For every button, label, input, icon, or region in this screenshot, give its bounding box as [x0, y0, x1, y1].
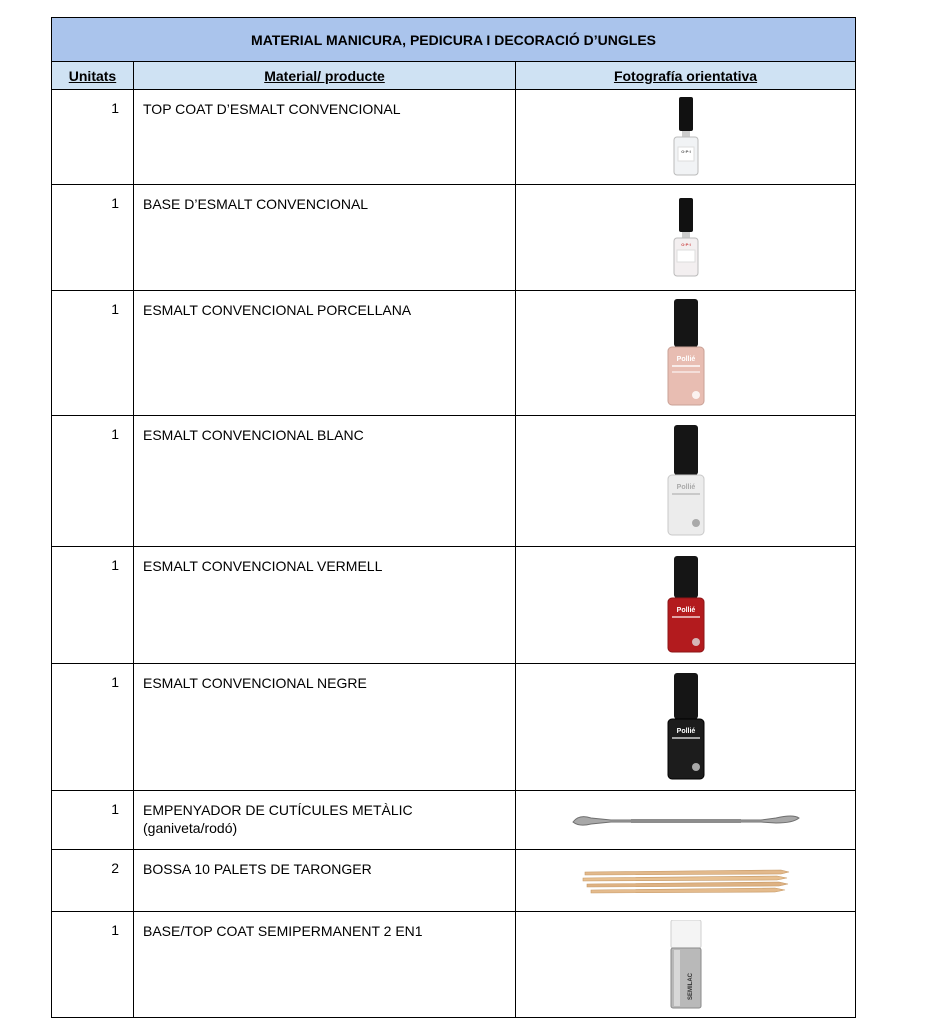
- black-polish-bottle-icon: [664, 673, 708, 781]
- material-cell: TOP COAT D’ESMALT CONVENCIONAL: [134, 90, 516, 185]
- material-line: EMPENYADOR DE CUTÍCULES METÀLIC: [143, 802, 413, 818]
- semilac-bottle-icon: [668, 920, 704, 1010]
- units-cell: 1: [52, 912, 134, 1018]
- material-cell: ESMALT CONVENCIONAL VERMELL: [134, 547, 516, 664]
- table-row: [52, 185, 856, 291]
- photo-cell: [516, 185, 856, 291]
- brand-label: Pollié: [676, 728, 695, 735]
- material-cell: ESMALT CONVENCIONAL NEGRE: [134, 664, 516, 791]
- photo-cell: [516, 791, 856, 850]
- material-cell: BOSSA 10 PALETS DE TARONGER: [134, 850, 516, 912]
- photo-cell: [516, 547, 856, 664]
- units-cell: 2: [52, 850, 134, 912]
- orange-sticks-icon: [581, 867, 791, 895]
- material-cell: ESMALT CONVENCIONAL PORCELLANA: [134, 291, 516, 416]
- units-cell: 1: [52, 185, 134, 291]
- cuticle-pusher-icon: [571, 810, 801, 830]
- brand-label: Pollié: [676, 356, 695, 363]
- table-row: [52, 90, 856, 185]
- table-row: [52, 791, 856, 850]
- brand-label: O·P·I: [680, 241, 691, 247]
- table-title: MATERIAL MANICURA, PEDICURA I DECORACIÓ D’UNGLES: [52, 18, 856, 62]
- brand-label: SEMILAC: [687, 972, 694, 1000]
- red-polish-bottle-icon: [664, 556, 708, 654]
- table-row: [52, 547, 856, 664]
- material-cell: BASE D’ESMALT CONVENCIONAL: [134, 185, 516, 291]
- photo-cell: [516, 416, 856, 547]
- units-cell: 1: [52, 291, 134, 416]
- units-cell: 1: [52, 416, 134, 547]
- clear-top-coat-bottle-icon: [671, 97, 701, 177]
- header-units: Unitats: [52, 62, 134, 90]
- porcelain-polish-bottle-icon: [664, 299, 708, 407]
- photo-cell: [516, 664, 856, 791]
- header-photo: Fotografía orientativa: [516, 62, 856, 90]
- photo-cell: [516, 850, 856, 912]
- material-cell: BASE/TOP COAT SEMIPERMANENT 2 EN1: [134, 912, 516, 1018]
- material-cell: [134, 791, 516, 850]
- photo-cell: [516, 291, 856, 416]
- white-polish-bottle-icon: [664, 425, 708, 537]
- units-cell: 1: [52, 791, 134, 850]
- material-line-2: (ganiveta/rodó): [143, 820, 238, 836]
- photo-cell: [516, 912, 856, 1018]
- brand-label: Pollié: [676, 484, 695, 491]
- brand-label: O·P·I: [680, 149, 691, 154]
- table-row: [52, 912, 856, 1018]
- clear-base-coat-bottle-icon: [671, 198, 701, 278]
- header-material: Material/ producte: [134, 62, 516, 90]
- units-cell: 1: [52, 664, 134, 791]
- units-cell: 1: [52, 90, 134, 185]
- material-cell: ESMALT CONVENCIONAL BLANC: [134, 416, 516, 547]
- table-row: [52, 416, 856, 547]
- material-table: [51, 17, 856, 1018]
- brand-label: Pollié: [676, 607, 695, 614]
- units-cell: 1: [52, 547, 134, 664]
- table-row: [52, 850, 856, 912]
- table-row: [52, 291, 856, 416]
- table-row: [52, 664, 856, 791]
- photo-cell: [516, 90, 856, 185]
